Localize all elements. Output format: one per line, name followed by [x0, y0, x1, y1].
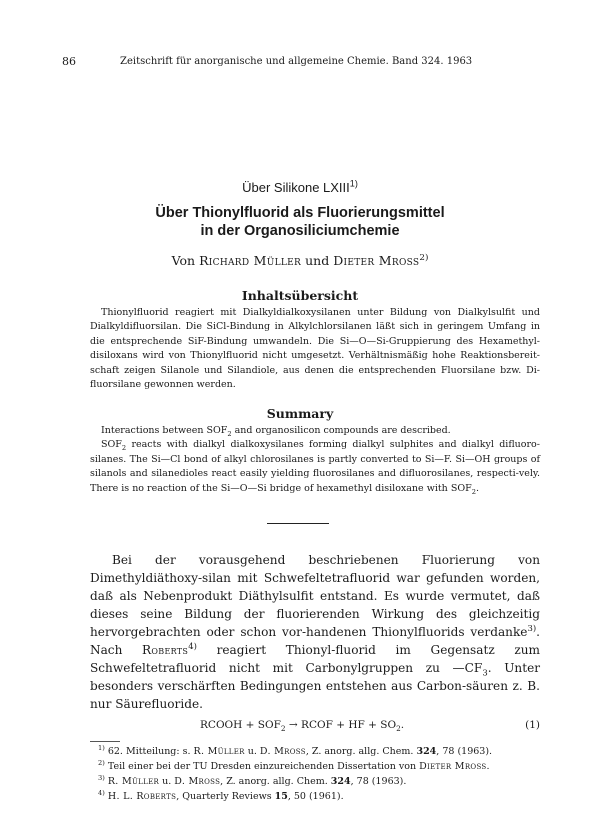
footnote-volume: 15	[274, 791, 288, 802]
german-abstract-text: Thionylfluorid reagiert mit Dialkyldialkoxysilanen unter Bildung von Dialkylsulfit und Dialkyldifluorsilan. Die SiCl-Bindung in Alkylchlorsilanen läßt sich in geringem Umfang in die entsprechende SiF-Bindung umwandeln. Die Si—O—Si-Gruppierung des Hexamethyl-disiloxans wird von Thionylfluorid nicht umgesetzt. Verhältnismäßig hohe Reaktionsbereit-schaft zeigen Silanole und Silandiole, aus denen die entsprechenden Fluorsilane bzw. Di-fluorsilane gewonnen werden.	[90, 307, 540, 391]
footnote-rule	[90, 741, 120, 742]
footnote-author: R. Müller	[107, 776, 160, 787]
body-ref-3: 3)	[527, 622, 537, 633]
summary-paragraph-1	[90, 424, 540, 438]
body-text-2: . Nach	[90, 625, 540, 657]
summary-heading: Summary	[266, 406, 334, 421]
footnote-journal: , Z. anorg. allg. Chem.	[220, 776, 331, 787]
footnote-author: R. Müller	[193, 746, 245, 757]
footnote-text: , 78 (1963).	[436, 746, 493, 757]
summary-p2-sub: 2	[121, 444, 127, 453]
body-text-4: . Unter besonders verschärften Bedingungen entstehen aus Carbon-säuren z. B. nur Säurefluoride.	[90, 661, 541, 711]
equation-1	[200, 719, 540, 735]
equation-lhs: RCOOH + SOF	[200, 719, 281, 731]
body-paragraph	[90, 551, 540, 713]
footnote-text: u.	[159, 776, 175, 787]
author-conjunction: und	[305, 253, 330, 268]
equation-text	[200, 719, 405, 734]
footnote-mark: 2)	[98, 758, 105, 767]
equation-number: (1)	[525, 719, 540, 731]
body-text-1: Bei der vorausgehend beschriebenen Fluorierung von Dimethyldiäthoxy-silan mit Schwefeltetrafluorid war gefunden worden, daß als Nebenprodukt Diäthylsulfit entstand. Es wurde vermutet, daß dieses seine Bildung der fluorierenden Wirkung des gleichzeitig hervorgebrachten oder schon vor-handenen Thionylfluorids verdanke	[90, 553, 540, 639]
body-author-name: Roberts	[142, 643, 189, 657]
footnotes	[98, 744, 542, 804]
series-footnote-mark: 1)	[349, 178, 358, 189]
footnote-author: D. Mross	[259, 746, 306, 757]
summary-p2-sub2: 2	[471, 487, 476, 496]
author-1: Richard Müller	[199, 253, 302, 268]
equation-rhs: → RCOF + HF + SO	[285, 719, 397, 731]
summary-p1-text: Interactions between SOF	[101, 425, 228, 436]
summary-p2-tail: .	[475, 482, 479, 494]
author-line	[0, 253, 600, 268]
footnote-mark: 4)	[98, 788, 105, 797]
english-summary	[90, 424, 540, 496]
footnote-mark: 3)	[98, 773, 105, 782]
summary-paragraph-2	[90, 438, 540, 496]
summary-p2-body: reacts with dialkyl dialkoxysilanes forming dialkyl sulphites and dialkyl difluoro-silanes. The Si—Cl bond of alkyl chlorosilanes is partly converted to Si—F. Si—OH groups of silanols and silanedioles react easily yielding fluorosilanes and difluorosilanes, respecti-vely. There is no reaction of the Si—O—Si bridge of hexamethyl disiloxane with SOF	[90, 439, 540, 494]
footnote-author: Dieter Mross	[419, 761, 487, 772]
footnote-4	[98, 789, 542, 804]
section-divider	[267, 523, 329, 524]
body-ref-4: 4)	[188, 640, 197, 651]
german-abstract	[90, 306, 540, 392]
equation-sub-a: 2	[280, 724, 286, 734]
footnote-text: Teil einer bei der TU Dresden einzureichenden Dissertation von	[104, 761, 420, 772]
footnote-author: D. Mross	[174, 776, 221, 787]
footnote-text: 62. Mitteilung: s.	[104, 746, 194, 757]
author-2: Dieter Mross	[333, 253, 420, 268]
equation-sub-b: 2	[396, 724, 401, 734]
page-number: 86	[62, 55, 76, 68]
footnote-text: , 50 (1961).	[287, 791, 344, 802]
footnote-journal: , Z. anorg. allg. Chem.	[305, 746, 417, 757]
summary-p1-tail: and organosilicon compounds are described.	[231, 425, 451, 436]
footnote-1	[98, 744, 542, 759]
footnote-text: , 78 (1963).	[350, 776, 407, 787]
main-body	[90, 551, 540, 713]
author-prefix: Von	[171, 253, 196, 268]
journal-citation: Zeitschrift für anorganische und allgemeine Chemie. Band 324. 1963	[120, 56, 473, 67]
inhalt-heading: Inhaltsübersicht	[241, 288, 359, 303]
equation-end: .	[400, 719, 405, 731]
body-text-3: reagiert Thionyl-fluorid im Gegensatz zum Schwefeltetrafluorid nicht mit Carbonylgruppen zu —CF	[90, 643, 540, 675]
footnote-journal: , Quarterly Reviews	[176, 791, 275, 802]
footnote-volume: 324	[416, 746, 437, 757]
article-title-line-1: Über Thionylfluorid als Fluorierungsmittel	[155, 205, 445, 221]
footnote-2	[98, 759, 542, 774]
article-title	[0, 204, 600, 240]
summary-p1-sub: 2	[227, 429, 232, 438]
footnote-volume: 324	[330, 776, 351, 787]
series-title	[0, 180, 600, 195]
article-title-line-2: in der Organosiliciumchemie	[200, 223, 400, 239]
footnote-3	[98, 774, 542, 789]
footnote-text: u.	[244, 746, 260, 757]
summary-p2-text: SOF	[101, 439, 122, 451]
author-footnote-mark: 2)	[419, 252, 429, 263]
body-sub-3: 3	[482, 667, 488, 678]
footnote-author: H. L. Roberts	[107, 791, 177, 802]
running-header	[62, 55, 540, 69]
footnote-text: .	[486, 761, 490, 772]
footnote-mark: 1)	[98, 743, 105, 752]
series-title-text: Über Silikone LXIII	[242, 180, 350, 195]
